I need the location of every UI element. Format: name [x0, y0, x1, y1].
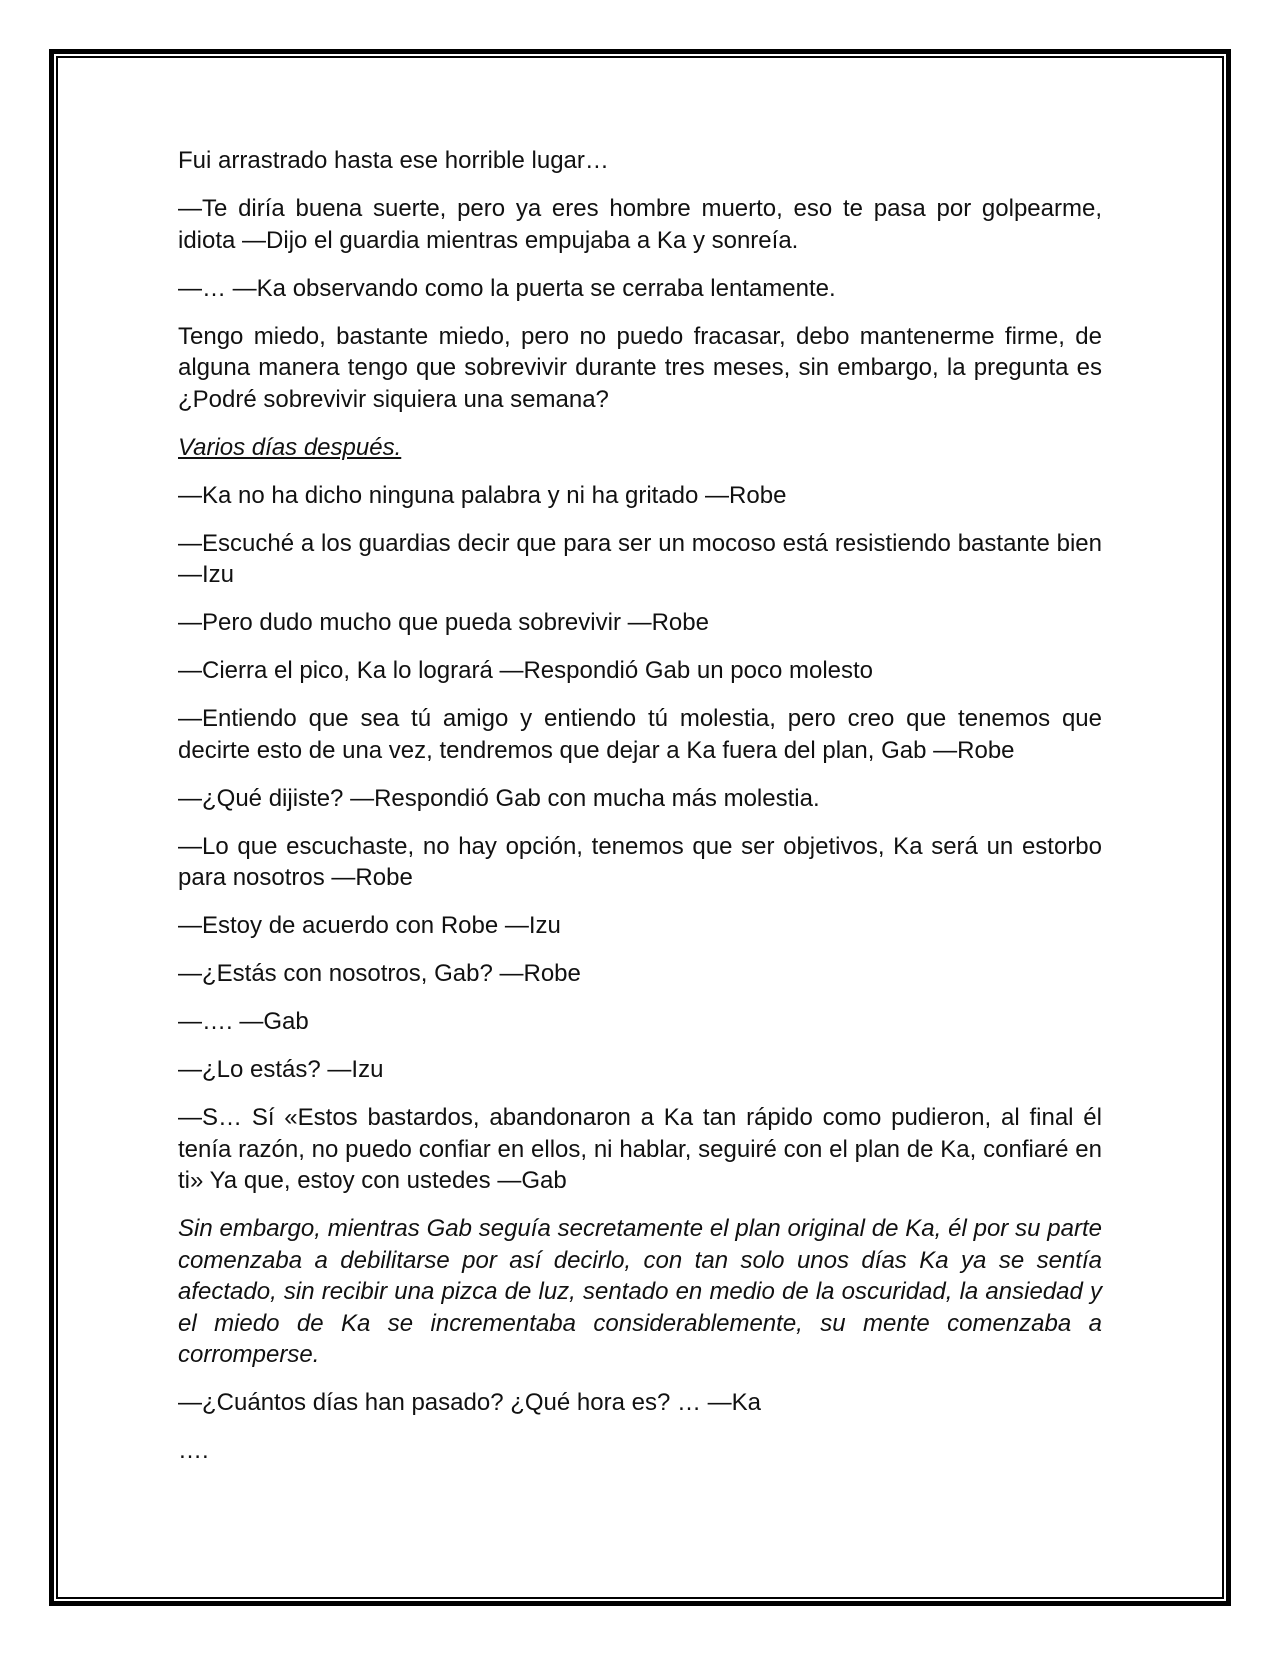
paragraph-7: —Escuché a los guardias decir que para ser un mocoso está resistiendo bastante bien —Izu — [178, 529, 1102, 588]
paragraph-2: —Te diría buena suerte, pero ya eres hombre muerto, eso te pasa por golpearme, idiota —Dijo el guardia mientras empujaba a Ka y sonreía. — [178, 195, 1102, 254]
paragraph-1: Fui arrastrado hasta ese horrible lugar… — [178, 147, 609, 174]
paragraph-20: …. — [178, 1437, 209, 1464]
paragraph-15: —…. —Gab — [178, 1008, 309, 1035]
narration-paragraph: Sin embargo, mientras Gab seguía secretamente el plan original de Ka, él por su parte comenzaba a debilitarse por así decirlo, con tan solo unos días Ka ya se sentía afectado, sin recibir una pizca de luz, sentado en medio de la oscuridad, la ansiedad y el miedo de Ka se incrementaba considerablemente, su mente comenzaba a corromperse. — [178, 1215, 1102, 1368]
paragraph-10: —Entiendo que sea tú amigo y entiendo tú molestia, pero creo que tenemos que decirte esto de una vez, tendremos que dejar a Ka fuera del plan, Gab —Robe — [178, 705, 1102, 764]
paragraph-14: —¿Estás con nosotros, Gab? —Robe — [178, 960, 581, 987]
paragraph-3: —… —Ka observando como la puerta se cerraba lentamente. — [178, 274, 836, 302]
paragraph-6: —Ka no ha dicho ninguna palabra y ni ha gritado —Robe — [178, 481, 787, 509]
paragraph-11: —¿Qué dijiste? —Respondió Gab con mucha más molestia. — [178, 784, 820, 812]
paragraph-12: —Lo que escuchaste, no hay opción, tenemos que ser objetivos, Ka será un estorbo para nosotros —Robe — [178, 832, 1102, 891]
document-body — [178, 145, 1102, 1483]
paragraph-16: —¿Lo estás? —Izu — [178, 1056, 384, 1083]
section-heading-varios-dias: Varios días después. — [178, 433, 402, 461]
paragraph-17: —S… Sí «Estos bastardos, abandonaron a Ka tan rápido como pudieron, al final él tenía razón, no puedo confiar en ellos, ni hablar, seguiré con el plan de Ka, confiaré en ti» Ya que, estoy con ustedes —Gab — [178, 1104, 1102, 1194]
paragraph-13: —Estoy de acuerdo con Robe —Izu — [178, 912, 561, 939]
paragraph-8: —Pero dudo mucho que pueda sobrevivir —Robe — [178, 609, 709, 636]
paragraph-9: —Cierra el pico, Ka lo logrará —Respondió Gab un poco molesto — [178, 657, 874, 684]
paragraph-19: —¿Cuántos días han pasado? ¿Qué hora es? … —Ka — [178, 1389, 761, 1416]
paragraph-4: Tengo miedo, bastante miedo, pero no puedo fracasar, debo mantenerme firme, de alguna manera tengo que sobrevivir durante tres meses, sin embargo, la pregunta es ¿Podré sobrevivir siquiera una semana? — [178, 322, 1102, 413]
